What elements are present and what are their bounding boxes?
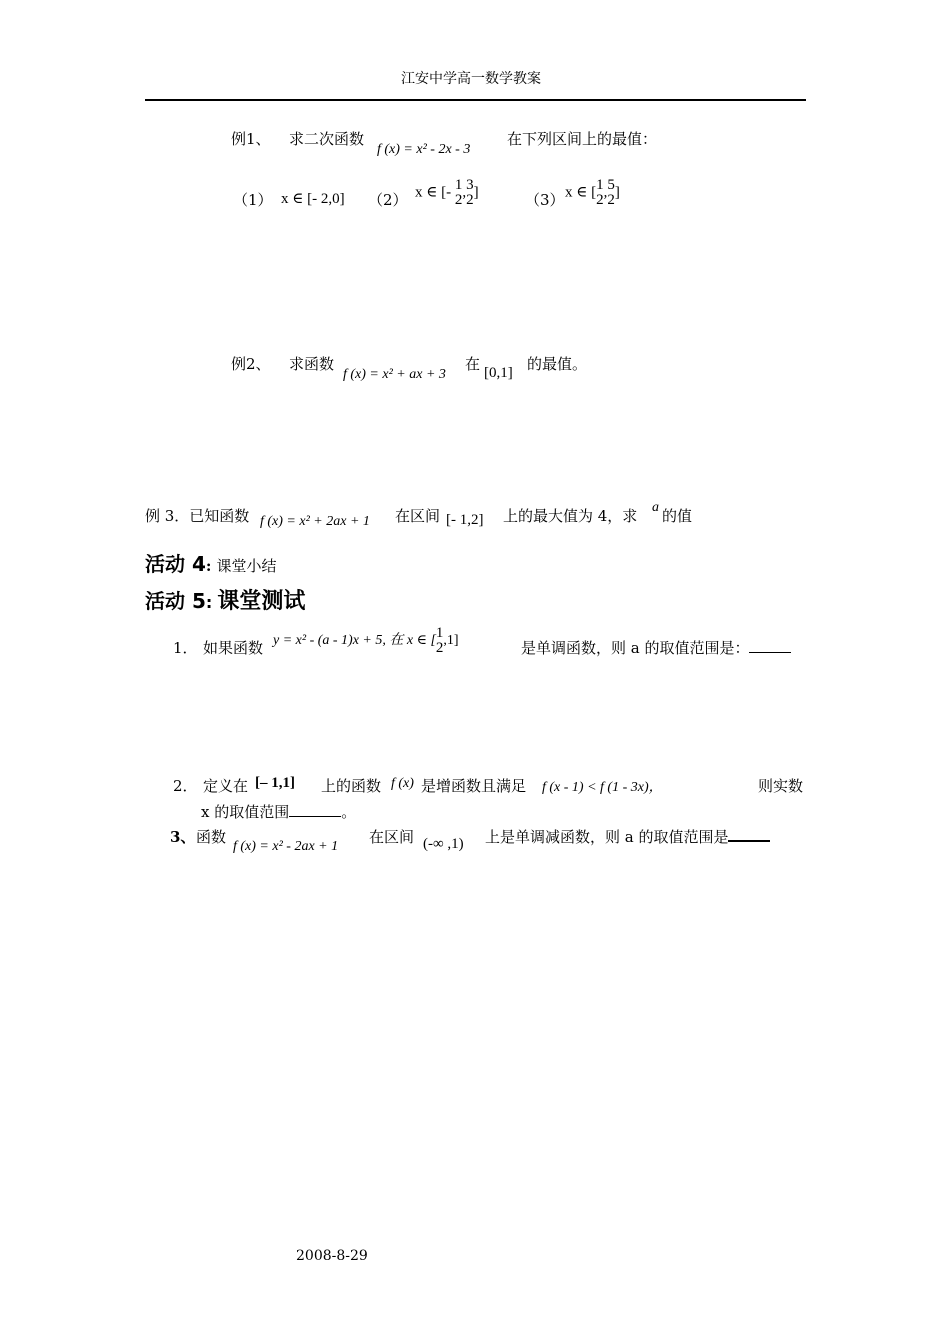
question-3-formula: f (x) = x² - 2ax + 1 [233, 839, 339, 854]
example-3-variable: a [652, 500, 659, 515]
example-1-prompt: 求二次函数 [289, 130, 365, 148]
example-2-formula: f (x) = x² + ax + 3 [343, 367, 446, 382]
question-2-mid: 上的函数 [321, 777, 382, 795]
example-2-interval: [0,1] [484, 365, 513, 381]
example-1-part-1-label: （1） [233, 191, 273, 209]
activity-5-text: 课堂测试 [217, 589, 306, 614]
example-1-suffix: 在下列区间上的最值： [507, 130, 658, 148]
part-3-fraction-2 [607, 178, 615, 208]
q3-suffix-text: 上是单调减函数，则 a 的取值范围是 [485, 828, 729, 846]
denominator: 2 [466, 192, 474, 208]
denominator: 2 [596, 192, 604, 208]
q2-line2-end: 。 [341, 803, 357, 821]
question-1-formula [273, 626, 459, 656]
q1-suffix-text: 是单调函数，则 a 的取值范围是： [521, 639, 750, 657]
part-2-prefix: x ∈ [- [415, 184, 452, 201]
q2-line2-text: x 的取值范围 [201, 803, 290, 821]
question-3-prompt: 函数 [196, 828, 227, 846]
example-1-part-3-label: （3） [525, 191, 565, 209]
example-3-suffix-2: 的值 [662, 507, 693, 525]
part-2-fraction-2 [466, 178, 474, 208]
numerator: 3 [466, 177, 474, 193]
numerator: 1 [454, 177, 463, 193]
activity-4-colon: : [205, 557, 212, 575]
example-1-label: 例1、 [231, 130, 271, 148]
q2-answer-blank[interactable] [289, 816, 341, 817]
example-3-interval: [- 1,2] [446, 512, 484, 528]
activity-5-colon: : [205, 593, 213, 612]
activity-4-title: 活动 4 [145, 552, 206, 576]
part-3-prefix: x ∈ [ [565, 184, 597, 201]
question-2-prompt: 定义在 [203, 777, 249, 795]
q3-answer-blank[interactable] [728, 840, 770, 842]
activity-4-heading [145, 548, 277, 577]
denominator: 2 [435, 640, 444, 656]
numerator: 1 [596, 177, 604, 193]
question-1-prompt: 如果函数 [203, 639, 264, 657]
numerator: 1 [435, 625, 444, 641]
question-2-fx: f (x) [391, 776, 414, 791]
example-2-prompt: 求函数 [289, 355, 335, 373]
footer-date: 2008-8-29 [296, 1248, 368, 1264]
activity-5-title: 活动 5 [145, 589, 206, 613]
question-2-interval: [– 1,1] [255, 775, 295, 791]
question-1-suffix [521, 637, 791, 658]
example-1-part-1-interval: x ∈ [- 2,0] [281, 191, 345, 207]
example-1-formula: f (x) = x² - 2x - 3 [377, 142, 471, 157]
example-3-suffix-1: 上的最大值为 4，求 [503, 507, 638, 525]
denominator: 2 [607, 192, 615, 208]
question-3-suffix [485, 826, 770, 847]
example-3-label: 例 3．已知函数 [145, 507, 250, 525]
part-3-fraction-1 [596, 178, 604, 208]
question-2-suffix: 则实数 [758, 777, 804, 795]
example-1-part-3-interval: x ∈ [ 1 2 , 5 2 ] [565, 177, 620, 208]
activity-5-heading [145, 584, 305, 615]
example-3-mid: 在区间 [395, 507, 441, 525]
header-rule [145, 99, 806, 101]
question-1-number: 1． [173, 639, 198, 657]
example-1-part-2-label: （2） [368, 191, 408, 209]
question-3-mid: 在区间 [369, 828, 415, 846]
q1-close: ,1] [443, 633, 459, 649]
example-1-part-2-interval: x ∈ [- 1 2 , 3 2 ] [415, 177, 479, 208]
question-2-inequality: f (x - 1) < f (1 - 3x)， [542, 780, 663, 795]
example-2-mid: 在 [465, 355, 481, 373]
question-2-line-2 [201, 801, 356, 822]
activity-4-text: 课堂小结 [216, 557, 277, 575]
question-3-interval: (-∞ ,1) [423, 836, 464, 852]
part-2-fraction-1 [455, 178, 463, 208]
question-3-number: 3、 [170, 828, 196, 846]
question-2-mid-2: 是增函数且满足 [421, 777, 527, 795]
example-2-suffix: 的最值。 [527, 355, 588, 373]
numerator: 5 [607, 177, 615, 193]
example-3-formula: f (x) = x² + 2ax + 1 [260, 514, 370, 529]
q1-formula-text: y = x² - (a - 1)x + 5, 在 x ∈ [ [273, 633, 436, 649]
denominator: 2 [454, 192, 463, 208]
example-2-label: 例2、 [231, 355, 271, 373]
question-2-number: 2． [173, 777, 198, 795]
q1-answer-blank[interactable] [749, 652, 791, 653]
page-header-title: 江安中学高一数学教案 [401, 71, 541, 87]
